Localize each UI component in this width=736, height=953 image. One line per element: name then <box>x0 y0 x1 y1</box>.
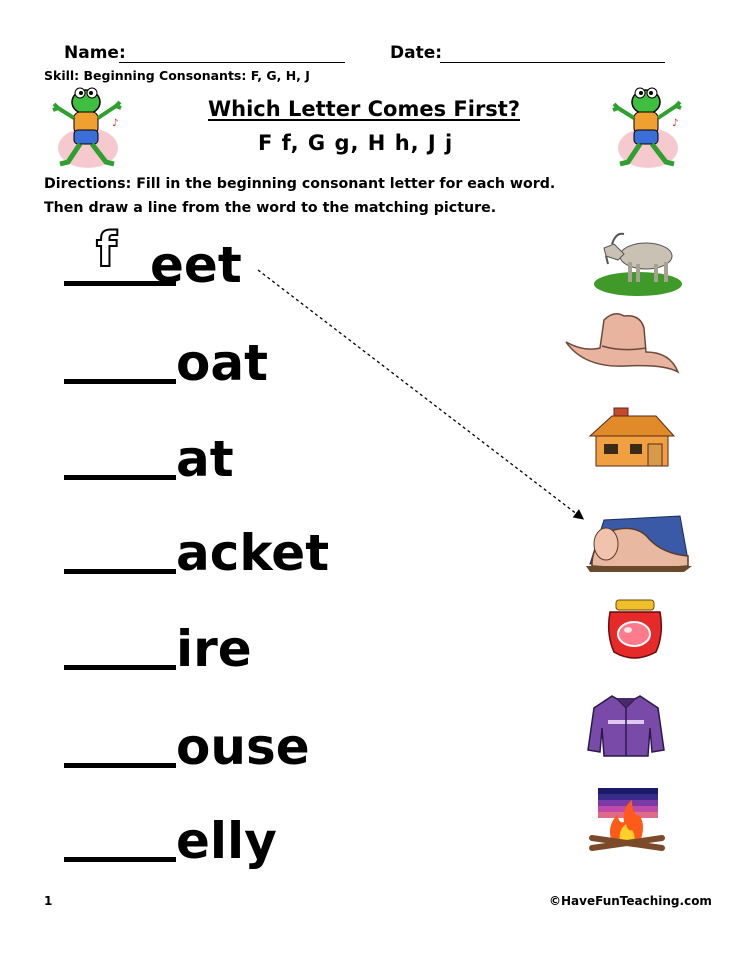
fire-picture[interactable] <box>588 786 666 856</box>
word-ending: at <box>176 430 234 488</box>
word-ending: acket <box>176 524 330 582</box>
page-number: 1 <box>44 894 53 908</box>
word-ending: ire <box>176 620 252 678</box>
word-ending: ouse <box>176 718 310 776</box>
hat-picture[interactable] <box>560 308 682 378</box>
jacket-picture[interactable] <box>586 692 666 762</box>
house-picture[interactable] <box>586 404 676 474</box>
date-label: Date: <box>390 43 443 63</box>
feet-picture[interactable] <box>584 500 696 572</box>
directions-line-1: Directions: Fill in the beginning consonant letter for each word. <box>44 176 556 192</box>
directions-line-2: Then draw a line from the word to the matching picture. <box>44 200 497 216</box>
letters-subtitle: F f, G g, H h, J j <box>258 131 454 155</box>
word-ending: eet <box>150 236 242 294</box>
svg-text:♪: ♪ <box>112 118 119 129</box>
name-label: Name: <box>64 43 126 63</box>
credit-text: ©HaveFunTeaching.com <box>549 894 712 908</box>
word-ending: oat <box>176 334 268 392</box>
example-traced-letter: f <box>96 222 117 278</box>
jelly-jar-picture[interactable] <box>604 598 666 664</box>
worksheet-title: Which Letter Comes First? <box>208 97 521 121</box>
svg-text:♪: ♪ <box>672 118 679 129</box>
skill-text: Skill: Beginning Consonants: F, G, H, J <box>44 68 310 83</box>
word-ending: elly <box>176 812 277 870</box>
goat-picture[interactable] <box>590 226 682 298</box>
